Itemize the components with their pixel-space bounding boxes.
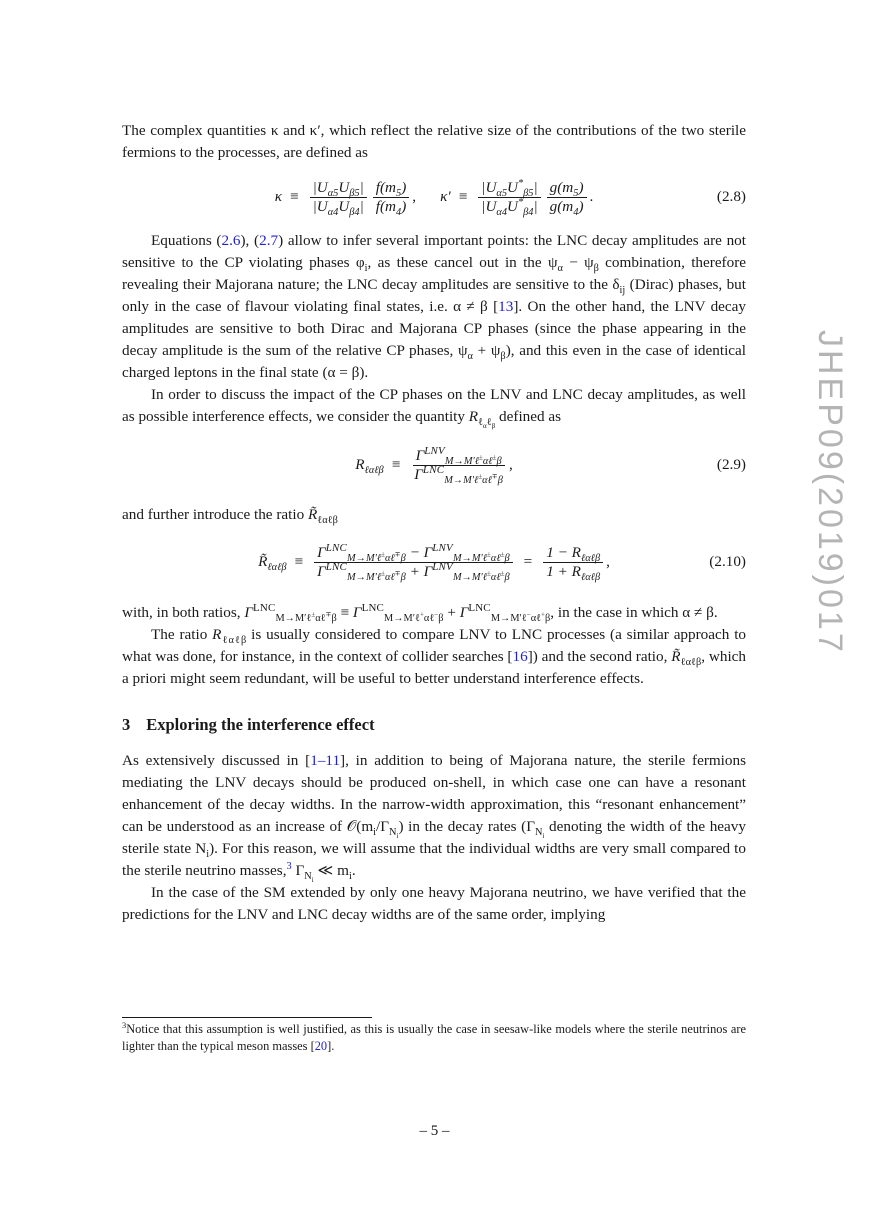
equation-2-9: $R_{\ell\alpha\ell\beta}$ ≡ $\frac{\Gamma^{LNV}_{M\to M'\ell^\pm\alpha\ell^\pm\beta}}{\Gamma^{LNC}_{M\to M'\ell^\pm\alpha\ell^\mp\beta}}$ , (2.9)	[355, 444, 746, 486]
footnote-marker[interactable]: 3	[286, 860, 292, 872]
citation-link[interactable]: 16	[512, 648, 528, 665]
page-number: – 5 –	[419, 1123, 450, 1139]
section-heading: 3 Exploring the interference effect	[122, 715, 375, 734]
paragraph-kappa-definition: The complex quantities κ and κ′, which reflect the relative size of the contributions of the two sterile fermions to the processes, are defined as	[122, 122, 746, 161]
equation-2-8: κ ≡ $\frac{|U_{\alpha 5}U_{\beta 5}|}{|U_{\alpha 4}U_{\beta 4}|}$ $\frac{f(m_5)}{f(m_4)}$ , κ′ ≡ $\frac{|U_{\alpha 5}U^*_{\beta 5}|}{|U_{\alpha 4}U^*_{\beta 4}|}$ $\frac{g(m_5)}{g(m_4)}$ . (2.8)	[274, 177, 746, 218]
citation-link[interactable]: 20	[314, 1039, 328, 1053]
footnote: $^3$Notice that this assumption is well justified, as this is usually the case in seesaw-like models where the sterile neutrinos are lighter than the typical meson masses [20].	[122, 1019, 746, 1053]
equation-number: (2.8)	[716, 188, 746, 205]
equation-number: (2.9)	[716, 456, 746, 473]
paragraph-cp-phases: Equations (2.6), (2.7) allow to infer several important points: the LNC decay amplitudes are not sensitive to the CP violating phases $\varphi_i$, as these cancel out in the $\psi_\alpha - \psi_\beta$ combination, therefore revealing their Majorana nature; the LNC decay amplitudes are sensitive to the $\delta_{ij}$ (Dirac) phases, but only in the case of flavour violating final states, i.e. α ≠ β [13]. On the other hand, the LNV decay amplitudes are sensitive to both Dirac and Majorana CP phases (since the phase appearing in the decay amplitude is the sum of the relative CP phases, $\psi_\alpha + \psi_\beta$), and this even in the case of identical charged leptons in the final state (α = β).	[122, 232, 747, 381]
paragraph-ratio-tilde: and further introduce the ratio $R̃_{\ell\alpha\ell\beta}$	[122, 506, 338, 527]
paragraph-ratio-intro: In order to discuss the impact of the CP phases on the LNV and LNC decay amplitudes, as well as possible interference effects, we consider the quantity $R_{\ell_\alpha\ell_\beta}$ defined as	[122, 386, 746, 431]
footnote-rule	[122, 1017, 372, 1018]
equation-ref-link[interactable]: 2.6	[221, 232, 241, 249]
citation-link[interactable]: 1–11	[310, 752, 341, 769]
paragraph-ratio-usage: The ratio $R_{\ell\alpha\ell\beta}$ is usually considered to compare LNV to LNC processes (a similar approach to what was done, for instance, in the context of collider searches [16]) and the second ratio, $R̃_{\ell\alpha\ell\beta}$, which a priori might seem redundant, will be useful to better understand interference effects.	[122, 626, 747, 687]
paragraph-single-neutrino: In the case of the SM extended by only one heavy Majorana neutrino, we have verified that the predictions for the LNV and LNC decay widths are of the same order, implying	[122, 884, 746, 923]
paragraph-interference: As extensively discussed in [1–11], in addition to being of Majorana nature, the sterile fermions mediating the LNV decays should be produced on-shell, in which case one can have a resonant enhancement of the decay widths. In the narrow-width approximation, this “resonant enhancement” can be understood as an increase of $𝒪(m_i/\Gamma_{N_i})$ in the decay rates ($\Gamma_{N_i}$ denoting the width of the heavy sterile state $N_i$). For this reason, we will assume that the individual widths are very small compared to the sterile neutrino masses,$^3$ $\Gamma_{N_i}$ ≪ $m_i$.	[122, 752, 747, 885]
equation-ref-link[interactable]: 2.7	[259, 232, 279, 249]
journal-stamp: JHEP09(2019)017	[811, 330, 849, 655]
paragraph-both-ratios: with, in both ratios, $\Gamma^{LNC}_{M\to M'\ell^\pm\alpha\ell^\mp\beta} \equiv \Gamma^{LNC}_{M\to M'\ell^+\alpha\ell^-\beta} + \Gamma^{LNC}_{M\to M'\ell^-\alpha\ell^+\beta}$, in the case in which α ≠ β.	[122, 601, 718, 625]
citation-link[interactable]: 13	[498, 298, 514, 315]
equation-number: (2.10)	[709, 553, 746, 570]
equation-2-10: $R̃_{\ell\alpha\ell\beta}$ ≡ $\frac{\Gamma^{LNC}_{M\to M'\ell^\pm\alpha\ell^\mp\beta} - \Gamma^{LNV}_{M\to M'\ell^\pm\alpha\ell^\pm\beta}}{\Gamma^{LNC}_{M\to M'\ell^\pm\alpha\ell^\mp\beta} + \Gamma^{LNV}_{M\to M'\ell^\pm\alpha\ell^\pm\beta}}$ = $\frac{1 - R_{\ell\alpha\ell\beta}}{1 + R_{\ell\alpha\ell\beta}}$ , (2.10)	[258, 541, 746, 583]
page-body	[122, 118, 746, 926]
